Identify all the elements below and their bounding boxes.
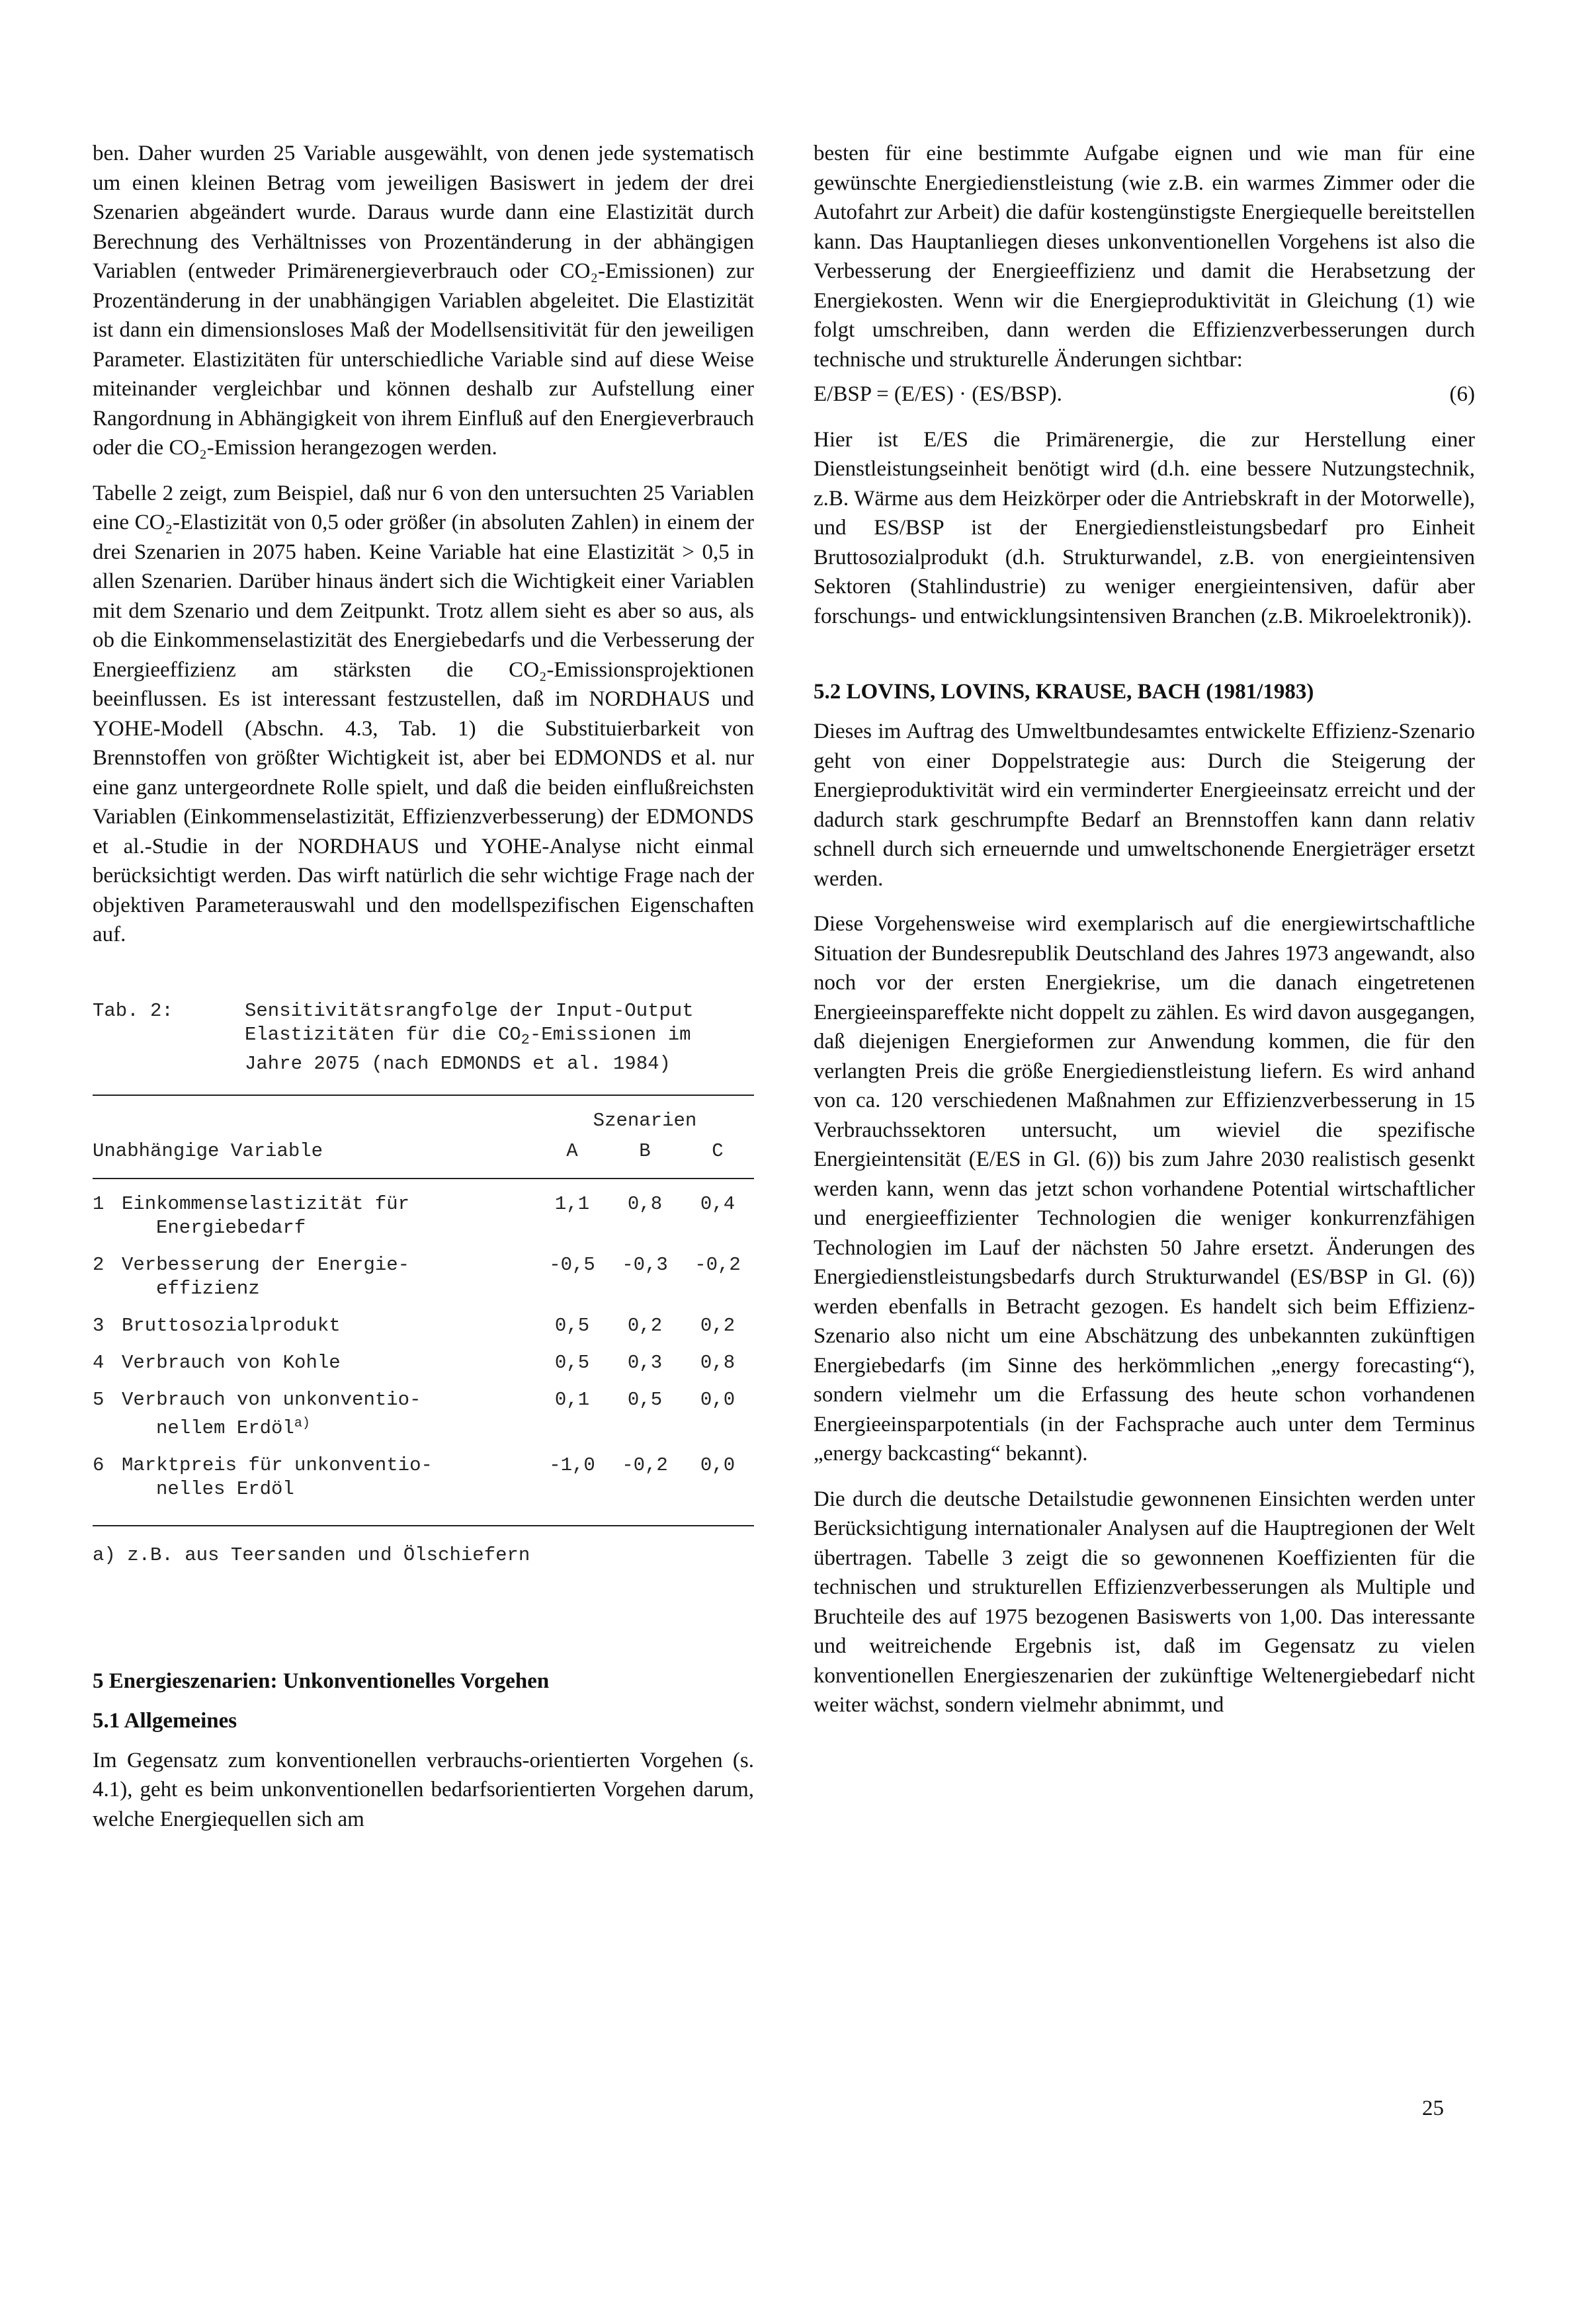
left-column bbox=[93, 139, 754, 1850]
table-row: 4 Verbrauch von Kohle 0,5 0,3 0,8 bbox=[93, 1351, 735, 1374]
equation-number: (6) bbox=[1449, 382, 1475, 406]
table-row: 3 Bruttosozialprodukt 0,5 0,2 0,2 bbox=[93, 1314, 735, 1337]
right-paragraph-4: Diese Vorgehensweise wird exemplarisch auf die energiewirtschaftliche Situation der Bundesrepublik Deutschland des Jahres 1973 angewandt, also noch vor der ersten Energiekrise, um die danach eingetretenen Energieeinspareffekte nicht doppelt zu zählen. Es wird davon ausgegangen, daß diejenigen Energieformen zur Anwendung kommen, die für den verlangten Preis die größe Energiedienstleistung liefern. Es wird anhand von ca. 120 verschiedenen Maßnahmen zur Effizienzverbesserung in 15 Verbrauchssektoren untersucht, um wieviel die spezifische Energieintensität (E/ES in Gl. (6)) bis zum Jahre 2030 realistisch gesenkt werden kann, wenn das jetzt schon vorhandene Potential wirtschaftlicher und energieeffizienter Technologien die weniger konkurrenzfähigen Technologien im Lauf der nächsten 50 Jahre ersetzt. Änderungen des Energiedienstleistungsbedarfs durch Strukturwandel (ES/BSP in Gl. (6)) werden ebenfalls in Betracht gezogen. Es handelt sich beim Effizienz-Szenario also nicht um eine Abschätzung des unbekannten zukünftigen Energiebedarfs (im Sinne des herkömmlichen „energy forecasting“), sondern vielmehr um die Erfassung des heute schon vorhandenen Energieeinsparpotentials (in der Fachsprache auch unter dem Terminus „energy backcasting“ bekannt). bbox=[814, 912, 1475, 1466]
page-number: 25 bbox=[1422, 2096, 1444, 2120]
right-paragraph-2: Hier ist E/ES die Primärenergie, die zur Herstellung einer Dienstleistungseinheit benötigt wird (d.h. eine bessere Nutzungstechnik, z.B. Wärme aus dem Heizkörper oder die Antriebskraft in der Motorwelle), und ES/BSP ist der Energiedienstleistungsbedarf pro Einheit Bruttosozialprodukt (d.h. Strukturwandel, z.B. von energieintensiven Sektoren (Stahlindustrie) zu weniger energieintensiven, dafür aber forschungs- und entwicklungsintensiven Branchen (z.B. Mikroelektronik)). bbox=[814, 427, 1475, 628]
right-paragraph-3: Dieses im Auftrag des Umweltbundesamtes entwickelte Effizienz-Szenario geht von einer Doppelstrategie aus: Durch die Steigerung der Energieproduktivität wird ein verminderter Energieeinsatz erreicht und der dadurch stark geschrumpfte Bedarf an Brennstoffen kann dann relativ schnell durch sich erneuernde und umweltschonende Energieträger ersetzt werden. bbox=[814, 720, 1475, 891]
table-caption bbox=[93, 999, 754, 1076]
table-row: 2 Verbesserung der Energie- effizienz -0,5 -0,3 -0,2 bbox=[93, 1253, 741, 1300]
header-variable: Unabhängige Variable bbox=[93, 1139, 323, 1162]
table-footnote: a) z.B. aus Teersanden und Ölschiefern bbox=[93, 1544, 530, 1566]
table-row: 5 Verbrauch von unkonventio- nellem Erdöl$^{a)}$ 0,1 0,5 0,0 bbox=[93, 1388, 735, 1439]
table-row: 6 Marktpreis für unkonventio- nelles Erdöl -1,0 -0,2 0,0 bbox=[93, 1454, 735, 1500]
table-row: 1 Einkommenselastizität für Energiebedarf 1,1 0,8 0,4 bbox=[93, 1192, 735, 1239]
right-column bbox=[814, 139, 1475, 1736]
section-5-1-heading: 5.1 Allgemeines bbox=[93, 1708, 237, 1733]
caption-line-1: Sensitivitätsrangfolge der Input-Output bbox=[245, 999, 694, 1022]
table-2 bbox=[93, 999, 754, 1567]
table-header bbox=[93, 1096, 754, 1163]
right-paragraph-5: Die durch die deutsche Detailstudie gewonnenen Einsichten werden unter Berücksichtigung internationaler Analysen auf die Hauptregionen der Welt übertragen. Tabelle 3 zeigt die so gewonnenen Koeffizienten für die technischen und strukturellen Effizienzverbesserungen als Multiple und Bruchteile des auf 1975 bezogenen Basiswerts von 1,00. Das interessante und weitreichende Ergebnis ist, daß im Gegensatz zu vielen konventionellen Energieszenarien der zukünftige Weltenergiebedarf nicht weiter wächst, sondern vielmehr abnimmt, und bbox=[814, 1487, 1475, 1717]
left-paragraph-3: Im Gegensatz zum konventionellen verbrauchs-orientierten Vorgehen (s. 4.1), geht es beim unkonventionellen bedarfsorientierten Vorgehen darum, welche Energiequellen sich am bbox=[93, 1748, 754, 1831]
left-paragraph-1: ben. Daher wurden 25 Variable ausgewählt, von denen jede systematisch um einen kleinen Betrag vom jeweiligen Basiswert in jedem der drei Szenarien abgeändert wurde. Daraus wurde dann eine Elastizität durch Berechnung des Verhältnisses von Prozentänderung in der abhängigen Variablen (entweder Primärenergieverbrauch oder CO₂-Emissionen) zur Prozentänderung in der unabhängigen Variablen abgeleitet. Die Elastizität ist dann ein dimensionsloses Maß der Modellsensitivität für den jeweiligen Parameter. Elastizitäten für unterschiedliche Variable sind auf diese Weise miteinander vergleichbar und können deshalb zur Aufstellung einer Rangordnung in Abhängigkeit von ihrem Einfluß auf den Energieverbrauch oder die CO₂-Emission herangezogen werden. bbox=[93, 142, 754, 460]
header-scenarios: Szenarien bbox=[593, 1109, 697, 1132]
caption-line-2: Elastizitäten für die $CO_2$-Emissionen im bbox=[245, 1023, 691, 1048]
section-5-heading: 5 Energieszenarien: Unkonventionelles Vorgehen bbox=[93, 1669, 550, 1693]
table-bottom-rule bbox=[93, 1525, 754, 1526]
right-paragraph-1: besten für eine bestimmte Aufgabe eignen und wie man für eine gewünschte Energiedienstleistung (wie z.B. ein warmes Zimmer oder die Autofahrt zur Arbeit) die dafür kostengünstigste Energiequelle bereitstellen kann. Das Hauptanliegen dieses unkonventionellen Vorgehens ist also die Verbesserung der Energieeffizienz und damit die Herabsetzung der Energiekosten. Wenn wir die Energieproduktivität in Gleichung (1) wie folgt umschreiben, dann werden die Effizienzverbesserungen durch technische und strukturelle Änderungen sichtbar: bbox=[814, 142, 1475, 372]
table-body bbox=[93, 1179, 754, 1525]
equation-6 bbox=[814, 380, 1475, 409]
header-col-b: B bbox=[639, 1139, 651, 1162]
table-label: Tab. 2: bbox=[93, 999, 173, 1022]
equation-text: E/BSP = (E/ES) · (ES/BSP). bbox=[814, 382, 1062, 406]
left-paragraph-2: Tabelle 2 zeigt, zum Beispiel, daß nur 6 von den untersuchten 25 Variablen eine CO₂-Elastizität von 0,5 oder größer (in absoluten Zahlen) in einem der drei Szenarien in 2075 haben. Keine Variable hat eine Elastizität > 0,5 in allen Szenarien. Darüber hinaus ändert sich die Wichtigkeit einer Variablen mit dem Szenario und dem Zeitpunkt. Trotz allem sieht es aber so aus, als ob die Einkommenselastizität des Energiebedarfs und die Verbesserung der Energieeffizienz am stärksten die CO₂-Emissionsprojektionen beeinflussen. Es ist interessant festzustellen, daß im NORDHAUS und YOHE-Modell (Abschn. 4.3, Tab. 1) die Substituierbarkeit von Brennstoffen von größter Wichtigkeit ist, aber bei EDMONDS et al. nur eine ganz untergeordnete Rolle spielt, und daß die beiden einflußreichsten Variablen (Einkommenselastizität, Effizienzverbesserung) der EDMONDS et al.-Studie in der NORDHAUS und YOHE-Analyse nicht einmal berücksichtigt werden. Das wirft natürlich die sehr wichtige Frage nach der objektiven Parameterauswahl und den modellspezifischen Eigenschaften auf. bbox=[93, 481, 754, 946]
section-5-2-heading: 5.2 LOVINS, LOVINS, KRAUSE, BACH (1981/1983) bbox=[814, 680, 1314, 704]
header-col-c: C bbox=[712, 1139, 724, 1162]
header-col-a: A bbox=[566, 1139, 578, 1162]
caption-line-3: Jahre 2075 (nach EDMONDS et al. 1984) bbox=[245, 1052, 671, 1075]
